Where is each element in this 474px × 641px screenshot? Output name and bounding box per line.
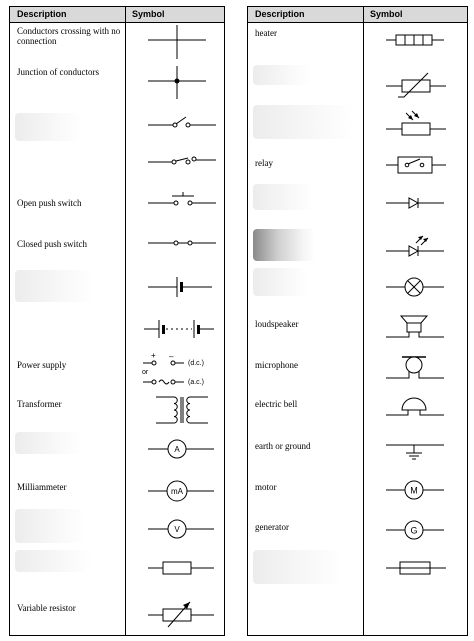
left-row-resistor	[10, 550, 224, 591]
row-description: electric bell	[255, 399, 298, 410]
row-description: Variable resistor	[17, 603, 76, 614]
led-icon	[364, 225, 468, 266]
left-header-symbol: Symbol	[132, 9, 165, 19]
left-row-voltmeter	[10, 509, 224, 550]
blurred-description	[253, 229, 315, 261]
blurred-description	[253, 550, 343, 584]
ldr-icon	[364, 103, 468, 144]
loudspeaker-icon	[364, 306, 468, 347]
blurred-description	[253, 105, 355, 139]
power-supply-icon	[126, 347, 225, 388]
right-row-microphone	[248, 347, 467, 388]
row-description: Junction of conductors	[17, 66, 99, 77]
blurred-description	[253, 65, 311, 85]
or-label: or	[142, 368, 149, 376]
row-description: Open push switch	[17, 198, 82, 209]
meter-letter: V	[174, 525, 180, 535]
right-header-description: Description	[255, 9, 305, 19]
left-row-junction	[10, 63, 224, 104]
row-description: earth or ground	[255, 441, 311, 451]
dc-label: (d.c.)	[188, 359, 204, 367]
motor-icon	[364, 469, 468, 510]
variable-resistor-icon	[126, 590, 225, 631]
right-row-electric-bell	[248, 387, 467, 428]
left-header-description: Description	[17, 9, 67, 19]
meter-letter: mA	[171, 486, 183, 496]
blurred-description	[15, 509, 85, 543]
row-description: Power supply	[17, 359, 67, 370]
right-row-thermistor	[248, 63, 467, 104]
left-row-variable-resistor	[10, 590, 224, 631]
blurred-description	[15, 550, 93, 572]
transformer-icon	[126, 387, 225, 428]
open-push-switch-icon	[126, 184, 225, 225]
meter-letter: A	[174, 445, 180, 454]
left-row-closed-push-switch	[10, 225, 224, 266]
right-row-heater	[248, 22, 467, 63]
row-description: loudspeaker	[255, 319, 299, 330]
right-row-led	[248, 225, 467, 266]
right-row-relay	[248, 144, 467, 185]
row-description: Transformer	[17, 399, 62, 410]
blurred-description	[253, 184, 315, 210]
voltmeter-icon	[126, 509, 225, 550]
blurred-description	[15, 432, 83, 454]
junction-icon	[126, 63, 225, 104]
right-row-fuse	[248, 550, 467, 635]
svg-text:–: –	[169, 351, 174, 361]
diode-icon	[364, 184, 468, 225]
ammeter-icon	[126, 428, 225, 469]
row-description: heater	[255, 28, 277, 38]
row-description: motor	[255, 481, 277, 492]
thermistor-icon	[364, 63, 468, 104]
cell-icon	[126, 266, 225, 307]
ac-label: (a.c.)	[188, 378, 204, 386]
row-description: microphone	[255, 359, 298, 370]
left-row-switch	[10, 103, 224, 144]
heater-icon	[364, 22, 468, 63]
row-description: Closed push switch	[17, 239, 88, 249]
left-row-power-supply	[10, 347, 224, 388]
left-row-conductors-crossing	[10, 22, 224, 63]
right-row-diode	[248, 184, 467, 225]
right-row-lamp	[248, 266, 467, 307]
closed-push-switch-icon	[126, 225, 225, 266]
right-row-ldr	[248, 103, 467, 144]
open-switch-icon	[126, 103, 225, 144]
row-description: Conductors crossing with no connection	[17, 26, 121, 46]
earth-icon	[364, 428, 468, 469]
fuse-icon	[364, 550, 468, 591]
right-symbol-table	[247, 6, 468, 636]
conductors-crossing-icon	[126, 22, 225, 63]
milliammeter-icon	[126, 469, 225, 510]
svg-text:+: +	[151, 350, 156, 360]
blurred-description	[253, 268, 309, 296]
left-symbol-table	[9, 6, 225, 636]
row-description: relay	[255, 157, 273, 168]
right-table-header	[248, 7, 467, 23]
right-row-loudspeaker	[248, 306, 467, 347]
resistor-icon	[126, 550, 225, 591]
blurred-description	[15, 113, 83, 141]
left-row-milliammeter	[10, 469, 224, 510]
two-way-switch-icon	[126, 144, 225, 185]
left-row-battery	[10, 306, 224, 347]
relay-icon	[364, 144, 468, 185]
machine-letter: M	[410, 485, 418, 496]
left-row-ammeter	[10, 428, 224, 469]
blurred-description	[15, 270, 95, 302]
left-row-cell	[10, 266, 224, 307]
left-row-open-push-switch	[10, 184, 224, 225]
right-row-earth	[248, 428, 467, 469]
electric-bell-icon	[364, 387, 468, 428]
row-description: generator	[255, 522, 289, 533]
left-table-header	[10, 7, 224, 23]
microphone-icon	[364, 347, 468, 388]
left-row-two-way-switch	[10, 144, 224, 185]
lamp-icon	[364, 266, 468, 307]
generator-icon	[364, 509, 468, 550]
right-row-motor	[248, 469, 467, 510]
machine-letter: G	[410, 525, 418, 536]
row-description: Milliammeter	[17, 481, 67, 492]
battery-icon	[126, 306, 225, 347]
right-row-generator	[248, 509, 467, 550]
right-header-symbol: Symbol	[370, 9, 403, 19]
left-row-transformer	[10, 387, 224, 428]
